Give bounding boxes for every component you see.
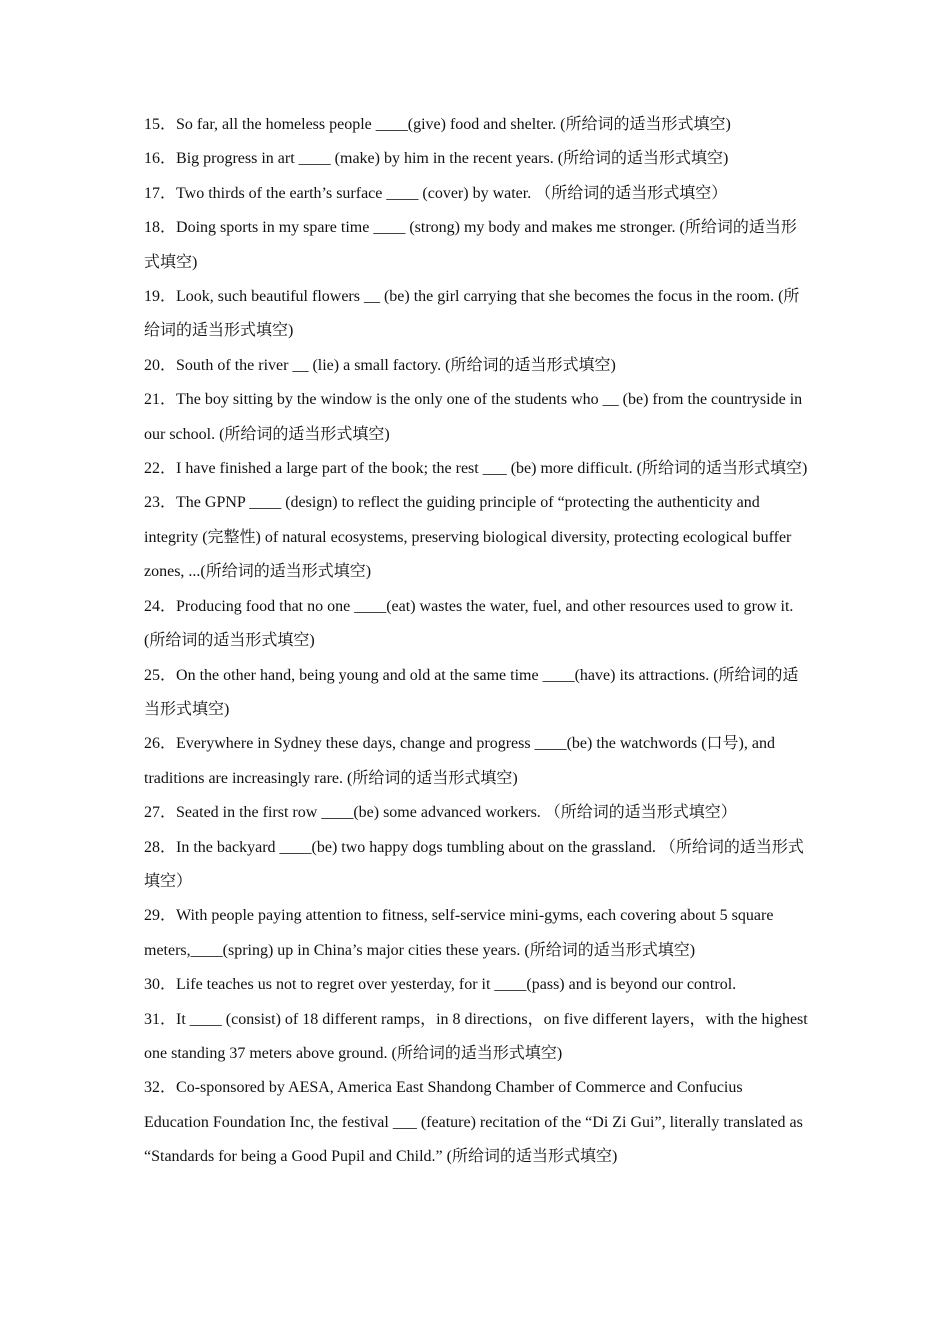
question-item bbox=[144, 899, 808, 968]
question-text: Big progress in art ____ (make) by him in the recent years. (所给词的适当形式填空) bbox=[176, 150, 729, 168]
question-number: 29． bbox=[144, 907, 177, 925]
question-number: 27． bbox=[144, 804, 177, 822]
question-item bbox=[144, 659, 808, 728]
question-item bbox=[144, 349, 808, 383]
question-text: Look, such beautiful flowers __ (be) the girl carrying that she becomes the focus in the room. (所给词的适当形式填空) bbox=[144, 288, 800, 340]
question-text: Two thirds of the earth’s surface ____ (cover) by water. （所给词的适当形式填空） bbox=[176, 184, 728, 202]
question-text: Seated in the first row ____(be) some advanced workers. （所给词的适当形式填空） bbox=[176, 804, 737, 822]
question-list bbox=[144, 108, 808, 1175]
question-item bbox=[144, 383, 808, 452]
question-number: 28． bbox=[144, 838, 177, 856]
question-text: The boy sitting by the window is the only one of the students who __ (be) from the countryside in our school. (所给词的适当形式填空) bbox=[144, 391, 803, 443]
question-number: 31． bbox=[144, 1010, 177, 1028]
question-number: 30． bbox=[144, 976, 177, 994]
question-text: I have finished a large part of the book; the rest ___ (be) more difficult. (所给词的适当形式填空) bbox=[176, 460, 808, 478]
question-number: 16． bbox=[144, 150, 177, 168]
question-item bbox=[144, 108, 808, 142]
question-item bbox=[144, 796, 808, 830]
question-item bbox=[144, 590, 808, 659]
question-number: 23． bbox=[144, 494, 177, 512]
question-number: 21． bbox=[144, 391, 177, 409]
question-text: With people paying attention to fitness, self-service mini-gyms, each covering about 5 square meters,____(spring) up in China’s major cities these years. (所给词的适当形式填空) bbox=[144, 907, 774, 959]
question-text: Life teaches us not to regret over yesterday, for it ____(pass) and is beyond our control. bbox=[176, 976, 737, 994]
question-item bbox=[144, 452, 808, 486]
question-number: 19． bbox=[144, 288, 177, 306]
question-number: 17． bbox=[144, 184, 177, 202]
question-number: 15． bbox=[144, 116, 177, 133]
question-number: 32． bbox=[144, 1079, 177, 1097]
question-text: It ____ (consist) of 18 different ramps，in 8 directions，on five different layers，with the highest one standing 37 meters above ground. (所给词的适当形式填空) bbox=[144, 1010, 808, 1062]
question-text: On the other hand, being young and old at the same time ____(have) its attractions. (所给词的适当形式填空) bbox=[144, 666, 799, 718]
question-text: Everywhere in Sydney these days, change and progress ____(be) the watchwords (口号), and traditions are increasingly rare. (所给词的适当形式填空) bbox=[144, 735, 775, 787]
question-text: Producing food that no one ____(eat) wastes the water, fuel, and other resources used to grow it. (所给词的适当形式填空) bbox=[144, 597, 794, 650]
question-number: 22． bbox=[144, 460, 177, 478]
question-number: 18． bbox=[144, 219, 177, 237]
question-text: South of the river __ (lie) a small factory. (所给词的适当形式填空) bbox=[176, 356, 616, 374]
question-text: Co-sponsored by AESA, America East Shandong Chamber of Commerce and Confucius Education Foundation Inc, the festival ___ (feature) recitation of the “Di Zi Gui”, literally translated as “Standards for being a Good Pupil and Child.” (所给词的适当形式填空) bbox=[144, 1079, 803, 1166]
question-item bbox=[144, 831, 808, 900]
question-number: 24． bbox=[144, 597, 177, 615]
question-number: 25． bbox=[144, 666, 177, 684]
question-item bbox=[144, 280, 808, 349]
question-text: So far, all the homeless people ____(give) food and shelter. (所给词的适当形式填空) bbox=[176, 116, 731, 133]
question-text: The GPNP ____ (design) to reflect the guiding principle of “protecting the authenticity and integrity (完整性) of natural ecosystems, preserving biological diversity, protecting ecological buffer zones, ...(所给词的适当形式填空) bbox=[144, 494, 792, 581]
question-item bbox=[144, 968, 808, 1002]
question-item bbox=[144, 211, 808, 280]
question-item bbox=[144, 727, 808, 796]
question-text: In the backyard ____(be) two happy dogs tumbling about on the grassland. （所给词的适当形式填空） bbox=[144, 838, 804, 890]
question-item bbox=[144, 177, 808, 211]
question-item bbox=[144, 486, 808, 589]
question-item bbox=[144, 142, 808, 176]
question-text: Doing sports in my spare time ____ (strong) my body and makes me stronger. (所给词的适当形式填空) bbox=[144, 219, 797, 271]
question-number: 26． bbox=[144, 735, 177, 753]
question-item bbox=[144, 1003, 808, 1072]
question-number: 20． bbox=[144, 356, 177, 374]
question-item bbox=[144, 1071, 808, 1174]
